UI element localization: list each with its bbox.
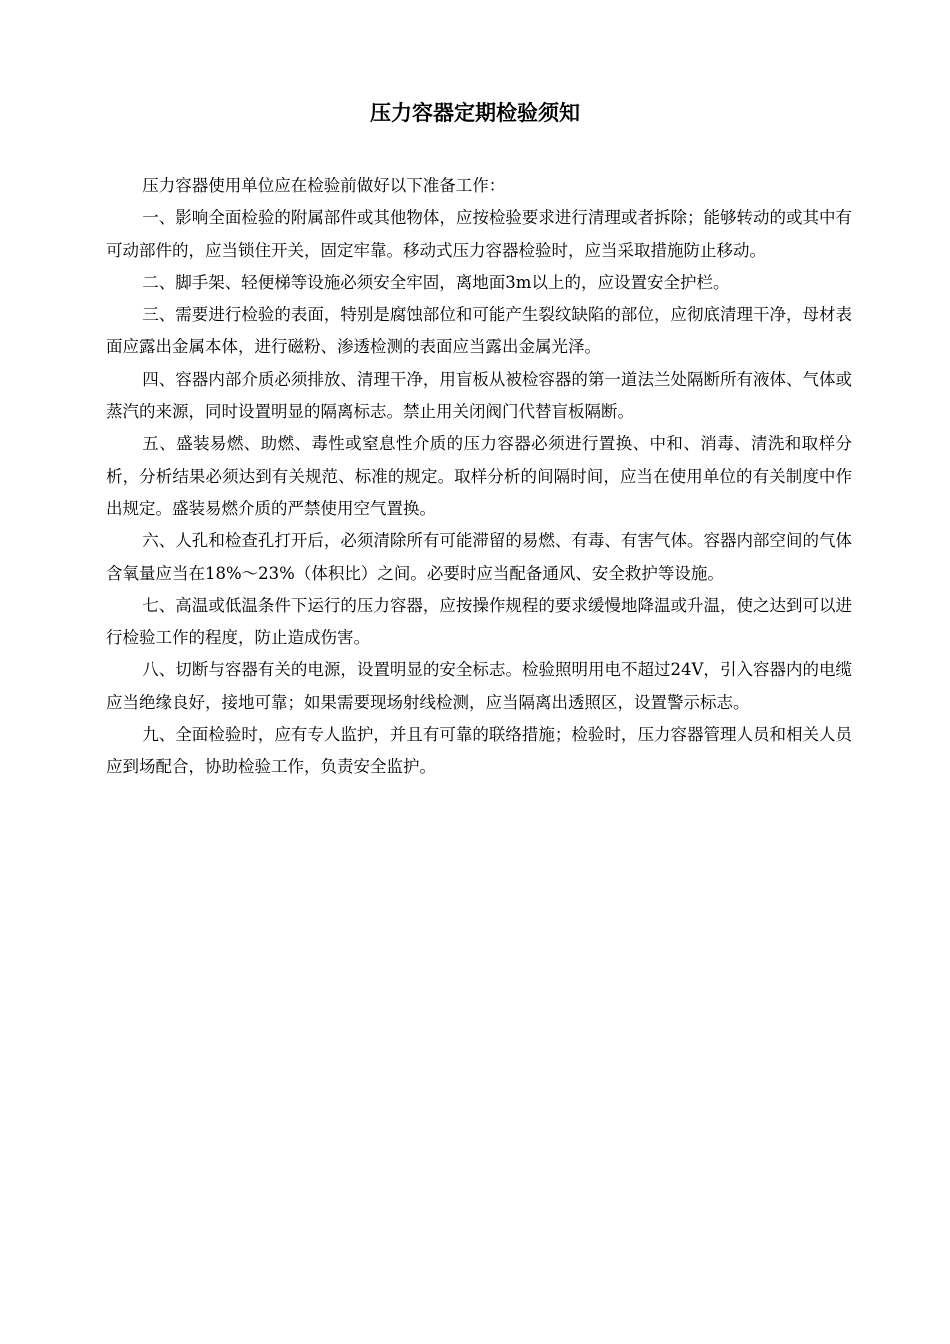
list-item: 七、高温或低温条件下运行的压力容器，应按操作规程的要求缓慢地降温或升温，使之达到可以进行检验工作的程度，防止造成伤害。 [106, 595, 852, 648]
list-item: 五、盛装易燃、助燃、毒性或窒息性介质的压力容器必须进行置换、中和、消毒、清洗和取样分析，分析结果必须达到有关规范、标准的规定。取样分析的间隔时间，应当在使用单位的有关制度中作出规定。盛装易燃介质的严禁使用空气置换。 [106, 434, 852, 518]
list-item: 三、需要进行检验的表面，特别是腐蚀部位和可能产生裂纹缺陷的部位，应彻底清理干净，母材表面应露出金属本体，进行磁粉、渗透检测的表面应当露出金属光泽。 [106, 305, 852, 357]
page-title: 压力容器定期检验须知 [370, 101, 580, 125]
document-body [106, 170, 852, 784]
list-item: 六、人孔和检查孔打开后，必须清除所有可能滞留的易燃、有毒、有害气体。容器内部空间的气体含氧量应当在18%～23%（体积比）之间。必要时应当配备通风、安全救护等设施。 [106, 531, 852, 583]
list-item: 八、切断与容器有关的电源，设置明显的安全标志。检验照明用电不超过24V，引入容器内的电缆应当绝缘良好，接地可靠；如果需要现场射线检测，应当隔离出透照区，设置警示标志。 [106, 660, 852, 712]
list-item: 四、容器内部介质必须排放、清理干净，用盲板从被检容器的第一道法兰处隔断所有液体、气体或蒸汽的来源，同时设置明显的隔离标志。禁止用关闭阀门代替盲板隔断。 [106, 369, 852, 422]
list-item: 二、脚手架、轻便梯等设施必须安全牢固，离地面3m以上的，应设置安全护栏。 [142, 272, 730, 292]
intro-paragraph: 压力容器使用单位应在检验前做好以下准备工作： [142, 176, 506, 195]
list-item: 一、影响全面检验的附属部件或其他物体，应按检验要求进行清理或者拆除；能够转动的或其中有可动部件的，应当锁住开关，固定牢靠。移动式压力容器检验时，应当采取措施防止移动。 [106, 208, 852, 260]
list-item: 九、全面检验时，应有专人监护，并且有可靠的联络措施；检验时，压力容器管理人员和相关人员应到场配合，协助检验工作，负责安全监护。 [106, 725, 852, 777]
